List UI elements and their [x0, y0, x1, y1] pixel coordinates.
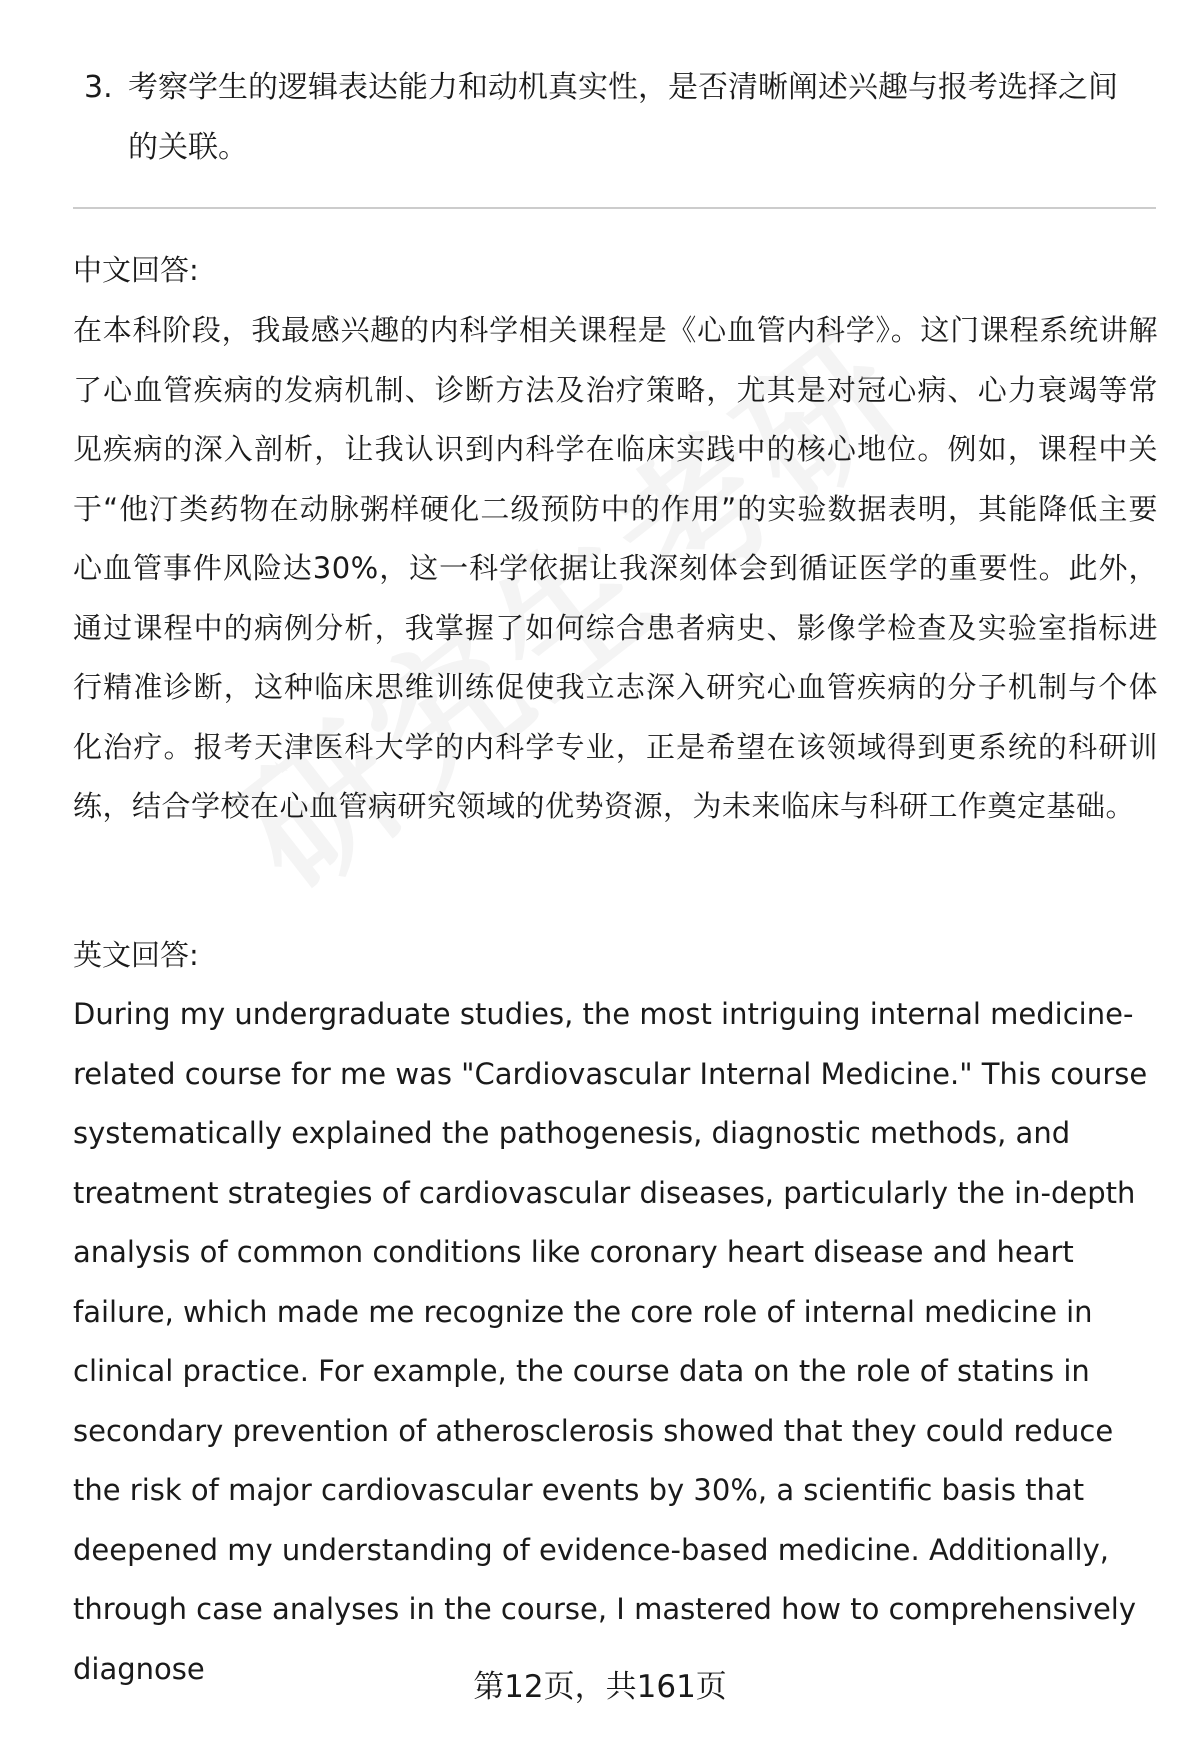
list-item-3 [84, 58, 1144, 178]
english-answer-label: 英文回答: [73, 938, 199, 972]
english-answer-body: During my undergraduate studies, the most intriguing internal medicine-related course for me was "Cardiovascular Internal Medicine." This course systematically explained the pathogenesis, diagnostic methods, and treatment strategies of cardiovascular diseases, particularly the in-depth analysis of common conditions like coronary heart disease and heart failure, which made me recognize the core role of internal medicine in clinical practice. For example, the course data on the role of statins in secondary prevention of atherosclerosis showed that they could reduce the risk of major cardiovascular events by 30%, a scientific basis that deepened my understanding of evidence-based medicine. Additionally, through case analyses in the course, I mastered how to comprehensively diagnose [73, 997, 1148, 1686]
chinese-answer-body: 在本科阶段，我最感兴趣的内科学相关课程是《心血管内科学》。这门课程系统讲解了心血管疾病的发病机制、诊断方法及治疗策略，尤其是对冠心病、心力衰竭等常见疾病的深入剖析，让我认识到内科学在临床实践中的核心地位。例如，课程中关于“他汀类药物在动脉粥样硬化二级预防中的作用”的实验数据表明，其能降低主要心血管事件风险达30%，这一科学依据让我深刻体会到循证医学的重要性。此外，通过课程中的病例分析，我掌握了如何综合患者病史、影像学检查及实验室指标进行精准诊断，这种临床思维训练促使我立志深入研究心血管疾病的分子机制与个体化治疗。报考天津医科大学的内科学专业，正是希望在该领域得到更系统的科研训练，结合学校在心血管病研究领域的优势资源，为未来临床与科研工作奠定基础。 [73, 313, 1158, 823]
list-item-text: 考察学生的逻辑表达能力和动机真实性，是否清晰阐述兴趣与报考选择之间的关联。 [128, 70, 1118, 165]
list-item-number: 3. [84, 70, 113, 105]
section-divider [73, 207, 1156, 209]
page-indicator: 第12页，共161页 [473, 1669, 727, 1705]
chinese-answer-label: 中文回答: [73, 253, 199, 287]
